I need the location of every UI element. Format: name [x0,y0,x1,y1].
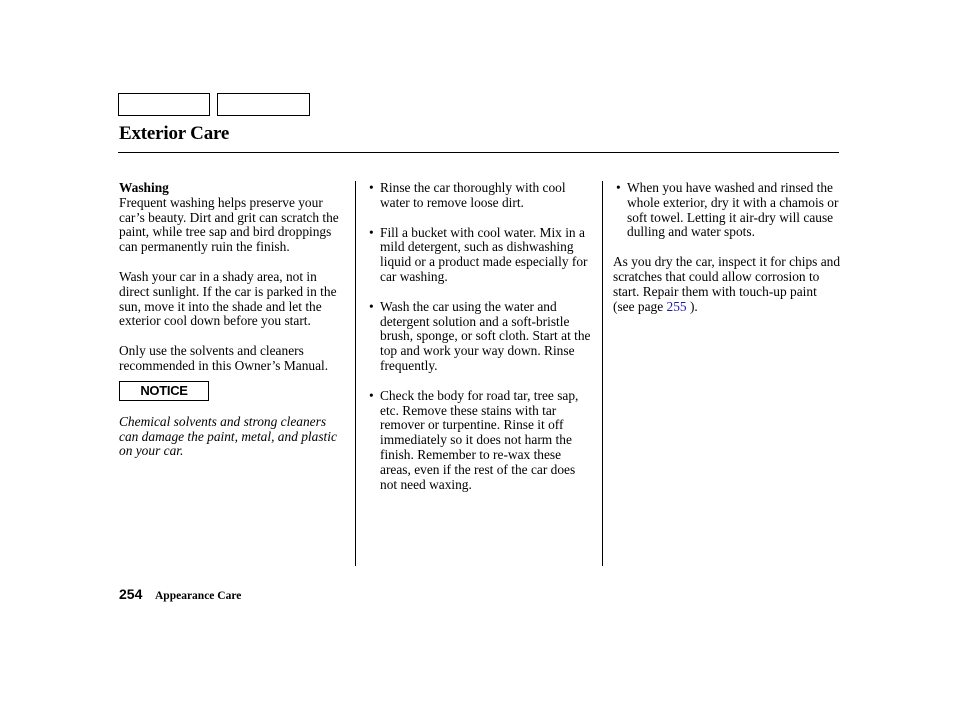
page-title: Exterior Care [119,123,230,144]
header-tab-box-1 [118,93,210,116]
washing-para-3: Only use the solvents and cleaners recommended in this Owner’s Manual. [119,343,329,373]
washing-heading: Washing [119,180,169,195]
bullet-text: Rinse the car thoroughly with cool water to remove loose dirt. [380,180,566,210]
drying-text: As you dry the car, inspect it for chips and scratches that could allow corrosion to start. Repair them with touch-up paint (see page [613,254,841,314]
page-number: 254 [119,586,143,602]
list-item [369,300,595,374]
bullet-mark: • [616,180,621,195]
washing-intro [119,181,347,255]
bullet-text: Check the body for road tar, tree sap, etc. Remove these stains with tar remover or turpentine. Rinse it off immediately so it does not harm the finish. Remember to re-wax these areas, even if the rest of the car does not need waxing. [380,387,579,492]
list-item [369,181,595,211]
drying-text-end: ). [686,298,698,314]
column-1 [119,181,347,474]
washing-para-1: Frequent washing helps preserve your car’s beauty. Dirt and grit can scratch the paint, while tree sap and bird droppings can permanently ruin the finish. [119,194,339,255]
list-item [616,181,841,240]
drying-paragraph [613,255,841,314]
list-item [369,389,595,493]
bullet-mark: • [369,180,374,195]
column-2 [369,181,595,507]
bullet-text: Fill a bucket with cool water. Mix in a mild detergent, such as dishwashing liquid or a product made especially for car washing. [380,224,588,284]
notice-label: NOTICE [119,381,209,401]
bullet-mark: • [369,298,374,314]
column-3 [613,181,841,329]
washing-para-2: Wash your car in a shady area, not in direct sunlight. If the car is parked in the sun, move it into the shade and let the exterior cool down before you start. [119,268,337,329]
column-divider-1 [355,181,356,566]
bullet-text: When you have washed and rinsed the whole exterior, dry it with a chamois or soft towel. Letting it air-dry will cause dulling and water spots. [627,180,839,240]
list-item [369,226,595,285]
header-tab-box-2 [217,93,310,116]
notice-text: Chemical solvents and strong cleaners can damage the paint, metal, and plastic on your car. [119,413,337,459]
page-link-255[interactable]: 255 [666,298,687,314]
section-name: Appearance Care [155,590,242,602]
title-rule [118,152,839,153]
column-divider-2 [602,181,603,566]
bullet-mark: • [369,224,374,240]
bullet-text: Wash the car using the water and detergent solution and a soft-bristle brush, sponge, or soft cloth. Start at the top and work your way down. Rinse frequently. [380,298,591,373]
bullet-mark: • [369,387,374,403]
